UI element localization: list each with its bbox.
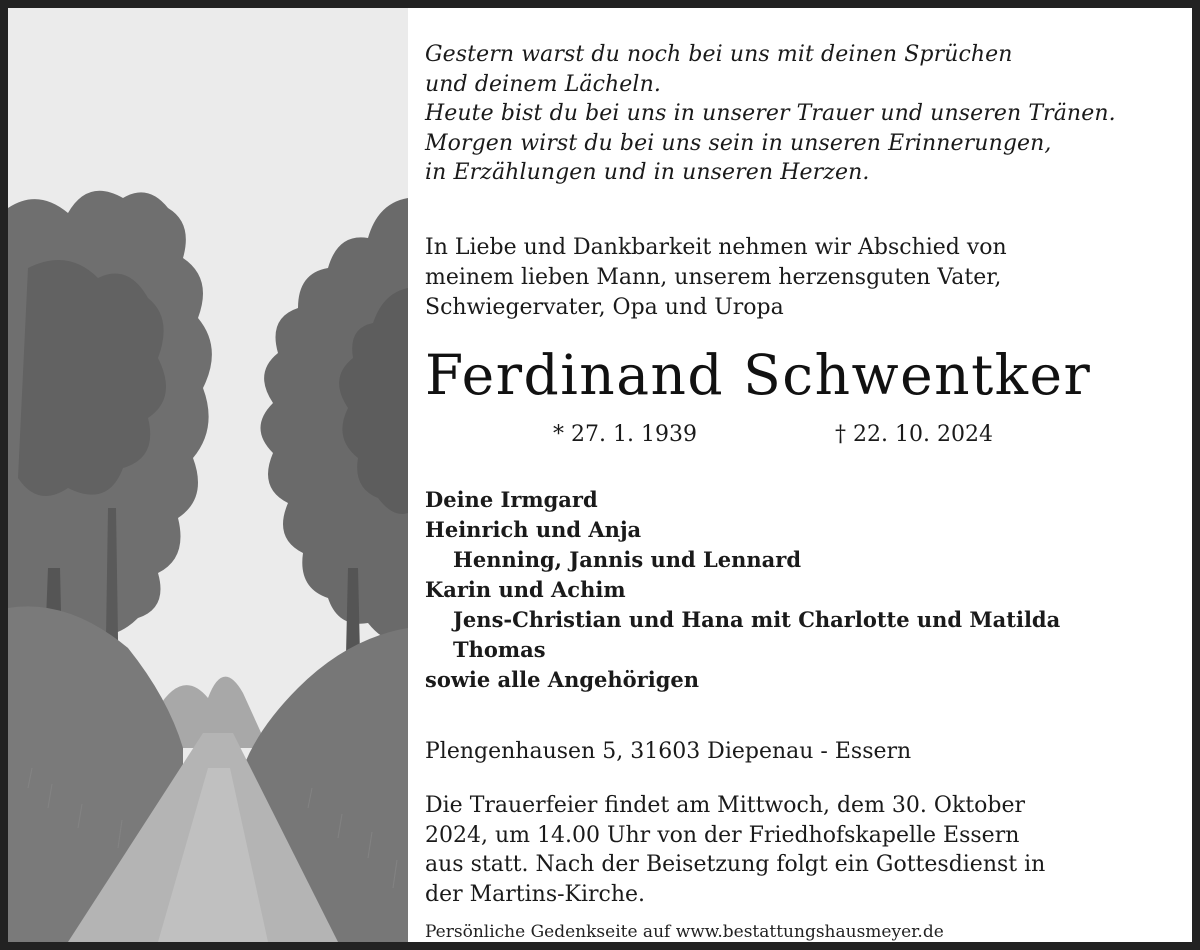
ceremony-line: 2024, um 14.00 Uhr von der Friedhofskapelle Essern — [425, 822, 1020, 848]
mourner-entry: sowie alle Angehörigen — [425, 667, 700, 692]
deceased-name: Ferdinand Schwentker — [425, 343, 1092, 407]
poem-line: Heute bist du bei uns in unserer Trauer und unseren Tränen. — [425, 101, 1116, 126]
mourner-entry: Karin und Achim — [425, 577, 626, 602]
poem-line: Gestern warst du noch bei uns mit deinen Sprüchen — [425, 42, 1013, 67]
obituary-text — [425, 8, 1195, 942]
birth-date: * 27. 1. 1939 — [553, 422, 697, 447]
poem-line: Morgen wirst du bei uns sein in unseren Erinnerungen, — [425, 130, 1052, 156]
intro-line: meinem lieben Mann, unserem herzensguten Vater, — [425, 265, 1002, 290]
tree-lined-path-photo — [8, 8, 408, 942]
ceremony-line: der Martins-Kirche. — [425, 881, 646, 907]
death-date: † 22. 10. 2024 — [835, 422, 993, 447]
funeral-details — [425, 791, 1045, 909]
ceremony-line: aus statt. Nach der Beisetzung folgt ein Gottesdienst in — [425, 852, 1046, 877]
poem-line: und deinem Lächeln. — [425, 71, 661, 97]
mourners-list — [425, 485, 1060, 695]
mourner-entry: Deine Irmgard — [425, 487, 598, 512]
intro-line: Schwiegervater, Opa und Uropa — [425, 295, 784, 320]
farewell-intro — [425, 233, 1007, 323]
memorial-page-link[interactable]: Persönliche Gedenkseite auf www.bestattungshausmeyer.de — [425, 922, 944, 942]
ceremony-line: Die Trauerfeier findet am Mittwoch, dem 30. Oktober — [425, 793, 1025, 818]
mourner-entry: Jens-Christian und Hana mit Charlotte und Matilda — [453, 607, 1061, 632]
mourner-entry: Heinrich und Anja — [425, 517, 642, 542]
mourner-entry: Thomas — [453, 637, 546, 662]
memorial-poem — [425, 40, 1116, 188]
intro-line: In Liebe und Dankbarkeit nehmen wir Abschied von — [425, 235, 1007, 260]
mourner-entry: Henning, Jannis und Lennard — [453, 547, 802, 572]
family-address: Plengenhausen 5, 31603 Diepenau - Essern — [425, 739, 912, 764]
poem-line: in Erzählungen und in unseren Herzen. — [425, 160, 870, 185]
